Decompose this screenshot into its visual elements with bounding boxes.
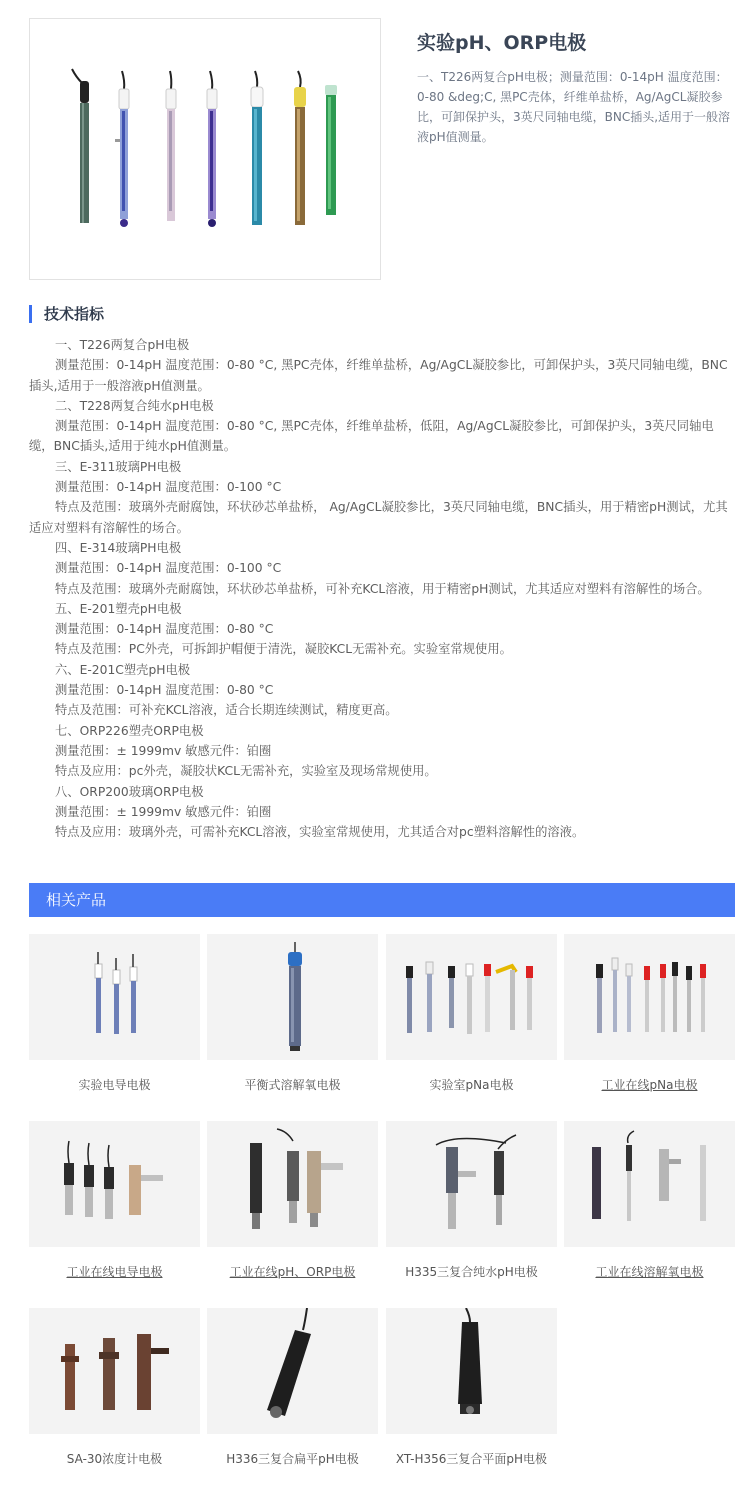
related-product-name[interactable]: H335三复合纯水pH电极 [405, 1265, 538, 1279]
spec-line: 七、ORP226塑壳ORP电极 [55, 723, 204, 738]
related-product-name[interactable]: 工业在线电导电极 [66, 1265, 163, 1279]
product-description: 一、T226两复合pH电极；测量范围：0-14pH 温度范围：0-80 &deg;C, 黑PC壳体，纤维单盐桥，Ag/AgCL凝胶参比，可卸保护头，3英尺同轴电缆，BNC插头,适用于一般溶液pH值测量。 [417, 70, 731, 144]
spec-line: 特点及范围：玻璃外壳耐腐蚀，环状砂芯单盐桥，可补充KCL溶液，用于精密pH测试，尤其适应对塑料有溶解性的场合。 [55, 581, 710, 596]
product-header [0, 0, 750, 290]
spec-line: 特点及范围：PC外壳，可拆卸护帽便于清洗，凝胶KCL无需补充。实验室常规使用。 [55, 642, 512, 657]
spec-line: 五、E-201塑壳pH电极 [55, 601, 182, 616]
product-thumbnail[interactable] [207, 1121, 378, 1247]
product-thumbnail[interactable] [564, 1121, 735, 1247]
related-product-card[interactable] [386, 1121, 557, 1280]
related-product-card[interactable] [564, 934, 735, 1093]
spec-line: 测量范围：0-14pH 温度范围：0-100 °C [55, 561, 282, 576]
spec-line: 六、E-201C塑壳pH电极 [55, 662, 191, 677]
related-product-card[interactable] [207, 1308, 378, 1467]
product-thumbnail[interactable] [386, 934, 557, 1060]
spec-line: 测量范围：0-14pH 温度范围：0-80 °C, 黑PC壳体，纤维单盐桥，Ag/AgCL凝胶参比，可卸保护头，3英尺同轴电缆，BNC插头,适用于一般溶液pH值测量。 [29, 358, 728, 393]
related-products-heading: 相关产品 [29, 883, 735, 917]
related-product-card[interactable] [386, 934, 557, 1093]
related-product-card[interactable] [564, 1121, 735, 1280]
spec-line: 测量范围：0-14pH 温度范围：0-80 °C [55, 622, 274, 637]
spec-line: 八、ORP200玻璃ORP电极 [55, 784, 204, 799]
spec-line: 四、E-314玻璃PH电极 [55, 540, 182, 555]
spec-line: 特点及范围：玻璃外壳耐腐蚀，环状砂芯单盐桥， Ag/AgCL凝胶参比，3英尺同轴电缆，BNC插头，用于精密pH测试，尤其适应对塑料有溶解性的场合。 [29, 500, 728, 535]
product-title: 实验pH、ORP电极 [417, 32, 587, 54]
related-product-name[interactable]: 工业在线pH、ORP电极 [229, 1265, 356, 1279]
product-thumbnail[interactable] [386, 1308, 557, 1434]
product-thumbnail[interactable] [29, 1308, 200, 1434]
spec-heading: 技术指标 [29, 305, 104, 323]
spec-line: 特点及范围：可补充KCL溶液，适合长期连续测试，精度更高。 [55, 703, 398, 718]
related-product-name[interactable]: 工业在线pNa电极 [601, 1078, 698, 1092]
spec-line: 测量范围：0-14pH 温度范围：0-80 °C [55, 683, 274, 698]
spec-line: 三、E-311玻璃PH电极 [55, 459, 182, 474]
related-product-name[interactable]: 工业在线溶解氧电极 [595, 1265, 704, 1279]
related-product-name[interactable]: SA-30浓度计电极 [66, 1452, 163, 1466]
spec-line: 测量范围：0-14pH 温度范围：0-80 °C, 黑PC壳体，纤维单盐桥，低阻，Ag/AgCL凝胶参比，可卸保护头，3英尺同轴电缆，BNC插头,适用于纯水pH值测量。 [29, 419, 714, 454]
spec-line: 测量范围：± 1999mv 敏感元件：铂圈 [55, 804, 272, 819]
related-product-name[interactable]: XT-H356三复合平面pH电极 [395, 1452, 548, 1466]
related-product-card[interactable] [29, 1308, 200, 1467]
product-thumbnail[interactable] [207, 1308, 378, 1434]
spec-line: 一、T226两复合pH电极 [55, 338, 190, 352]
product-thumbnail[interactable] [29, 1121, 200, 1247]
related-product-card[interactable] [207, 934, 378, 1093]
related-product-name[interactable]: H336三复合扁平pH电极 [226, 1452, 359, 1466]
product-thumbnail[interactable] [29, 934, 200, 1060]
related-product-name[interactable]: 实验电导电极 [78, 1078, 151, 1092]
related-product-card[interactable] [29, 1121, 200, 1280]
product-thumbnail[interactable] [564, 934, 735, 1060]
product-image [29, 18, 381, 280]
spec-line: 特点及应用：pc外壳，凝胶状KCL无需补充，实验室及现场常规使用。 [55, 764, 437, 779]
spec-line: 测量范围：± 1999mv 敏感元件：铂圈 [55, 743, 272, 758]
spec-line: 测量范围：0-14pH 温度范围：0-100 °C [55, 480, 282, 495]
product-thumbnail[interactable] [207, 934, 378, 1060]
related-product-name[interactable]: 平衡式溶解氧电极 [244, 1078, 341, 1092]
product-thumbnail[interactable] [386, 1121, 557, 1247]
spec-list [29, 335, 729, 842]
spec-line: 二、T228两复合纯水pH电极 [55, 398, 214, 413]
related-product-card[interactable] [386, 1308, 557, 1467]
spec-line: 特点及应用：玻璃外壳，可需补充KCL溶液，实验室常规使用，尤其适合对pc塑料溶解性的溶液。 [55, 825, 585, 840]
related-product-card[interactable] [29, 934, 200, 1093]
related-product-name[interactable]: 实验室pNa电极 [429, 1078, 514, 1092]
related-product-card[interactable] [207, 1121, 378, 1280]
